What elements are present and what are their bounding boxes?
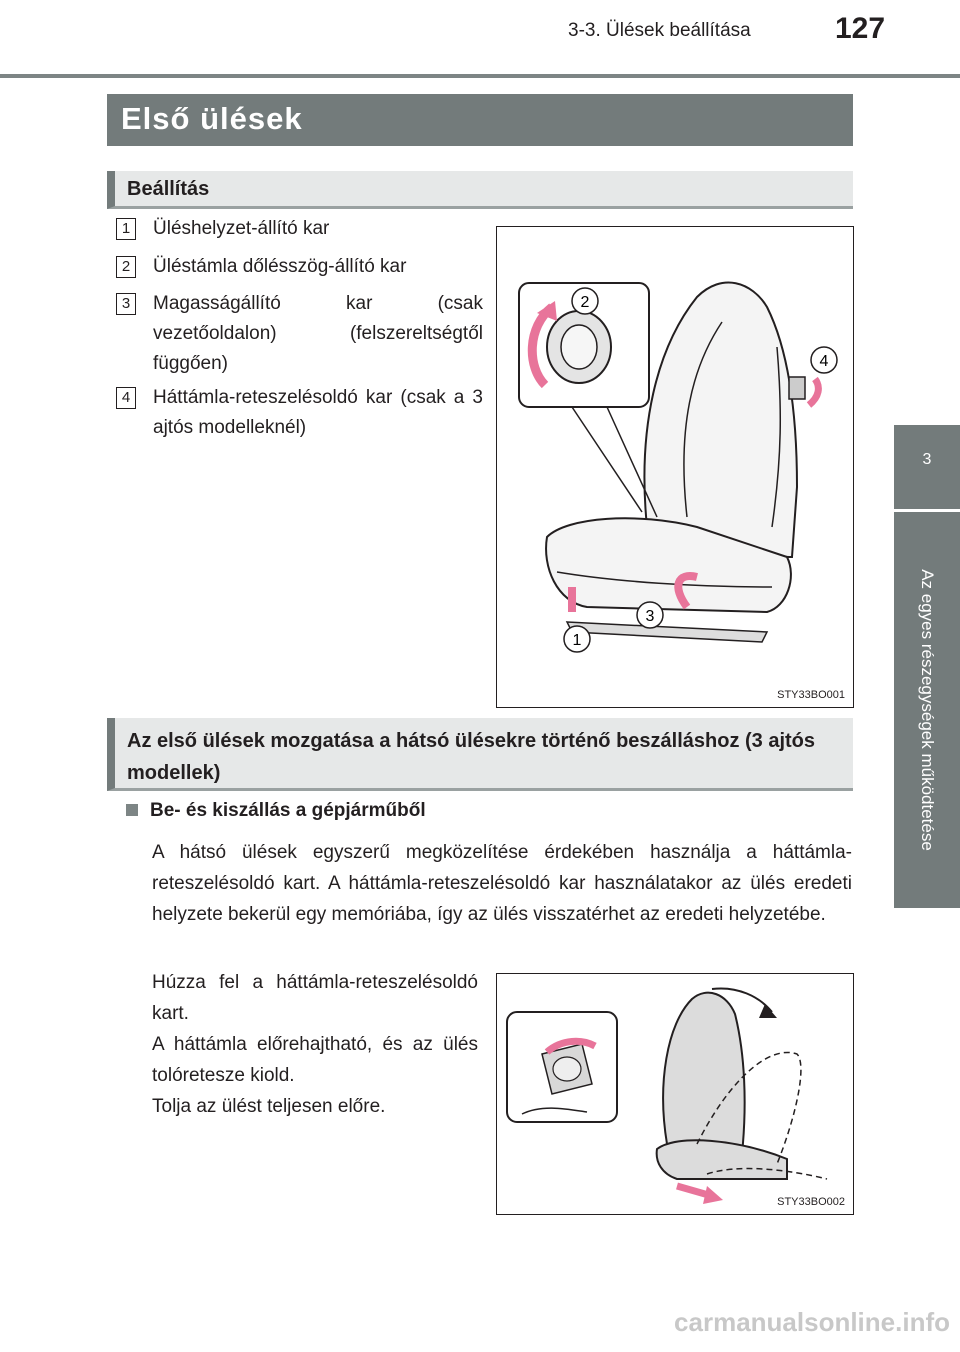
step-text: Húzza fel a háttámla-reteszelésoldó kart. (152, 972, 478, 1024)
step-text: Tolja az ülést teljesen előre. (152, 1096, 386, 1117)
item-number: 4 (116, 387, 136, 409)
svg-text:2: 2 (580, 294, 590, 311)
main-title: Első ülések (121, 101, 303, 136)
seat-forward-illustration (497, 974, 853, 1214)
svg-text:4: 4 (819, 353, 829, 370)
item-text: Üléshelyzet-állító kar (153, 218, 330, 239)
running-header-section: 3-3. Ülések beállítása (568, 20, 751, 41)
seat-illustration (497, 227, 853, 707)
figure-code: STY33BO002 (777, 1196, 845, 1208)
step-text: A háttámla előrehajtható, és az ülés tolóretesze kiold. (152, 1034, 478, 1086)
subheading-adjust-text: Beállítás (127, 178, 210, 200)
page-number: 127 (835, 12, 886, 45)
callout-4 (811, 347, 837, 373)
subheading-adjust (107, 171, 853, 209)
bullet-heading (126, 800, 426, 822)
header-rule (0, 74, 960, 78)
seat-forward-figure (496, 973, 854, 1215)
instruction-steps (152, 967, 478, 1122)
chapter-title: Az egyes részegységek működtetése (918, 569, 937, 851)
callout-3 (637, 602, 663, 628)
item-text: Magasságállító kar (csak vezetőoldalon) (felszereltségtől függően) (153, 293, 483, 374)
callout-2 (572, 288, 598, 314)
bullet-square-icon (126, 804, 138, 816)
bullet-title: Be- és kiszállás a gépjárműből (150, 800, 426, 821)
svg-text:3: 3 (645, 608, 655, 625)
seat-cushion-solid (657, 1140, 787, 1179)
item-text: Háttámla-reteszelésoldó kar (csak a 3 ajtós modelleknél) (153, 387, 483, 438)
body-paragraph: A hátsó ülések egyszerű megközelítése érdekében használja a háttámla-reteszelésoldó kart. A háttámla-reteszelésoldó kar használatakor az ülés eredeti helyzete bekerül egy memóriába, így az ülés visszatérhet az eredeti helyzetébe. (152, 842, 852, 925)
svg-text:1: 1 (572, 632, 582, 649)
chapter-number-tab: 3 (894, 425, 960, 509)
subheading-rear-access (107, 718, 853, 791)
subheading-rear-access-text: Az első ülések mozgatása a hátsó ülésekre történő beszálláshoz (3 ajtós modellek) (127, 730, 816, 784)
backrest-release-lever (789, 377, 805, 399)
watermark: carmanualsonline.info (674, 1307, 950, 1337)
callout-1 (564, 626, 590, 652)
seat-rail (567, 622, 767, 642)
seat-controls-figure (496, 226, 854, 708)
figure-code: STY33BO001 (777, 689, 845, 701)
item-text: Üléstámla dőlésszög-állító kar (153, 256, 407, 277)
item-number: 2 (116, 256, 136, 278)
chapter-title-tab (894, 512, 960, 908)
main-title-bar (107, 94, 853, 146)
item-number: 1 (116, 218, 136, 240)
item-number: 3 (116, 293, 136, 315)
